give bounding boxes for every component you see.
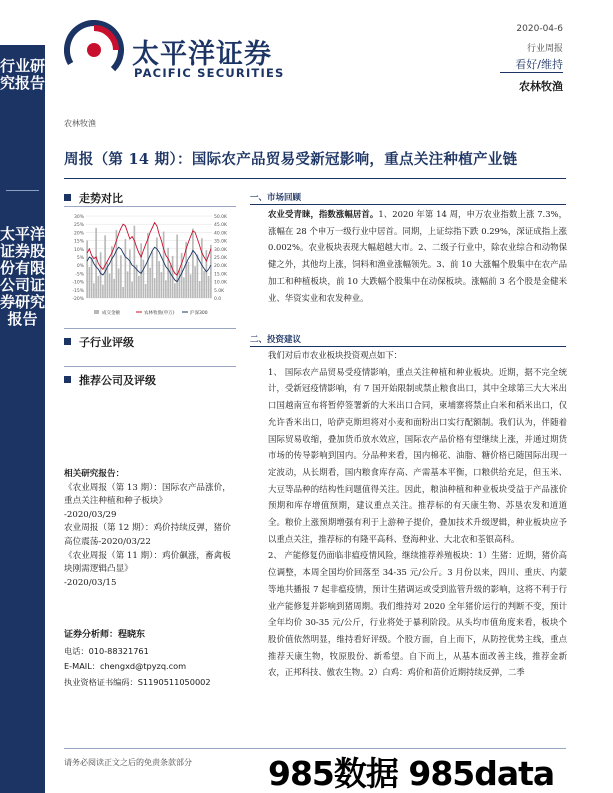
picks-rule [64,366,236,367]
brand-name-en: PACIFIC SECURITIES [134,66,285,80]
related-item: 农业周报（第 12 期）：鸡价持续反弹，猪价高位震荡-2020/03/22 [64,523,231,547]
y-right-tick-label: 0.0 [214,297,222,302]
volume-bar [156,237,158,298]
volume-bar [147,233,149,298]
volume-bar [210,245,212,298]
volume-bar [161,272,163,298]
section-bullet-icon [64,338,71,345]
volume-bar [109,274,111,298]
investment-advice-heading: 二、投资建议 [250,335,302,345]
volume-bar [145,284,147,298]
y-left-tick-label: 15% [73,239,84,245]
volume-bar [163,232,165,298]
report-type: 行业周报 [526,44,563,54]
y-left-tick-label: 25% [73,223,84,229]
volume-bar [113,279,115,298]
legend-swatch [94,310,99,314]
volume-bar [140,243,142,298]
volume-bar [199,281,201,298]
volume-bar [192,229,194,298]
section-bullet-icon [64,376,71,383]
y-left-tick-label: 30% [73,215,84,220]
volume-bar [165,280,167,298]
volume-bar [158,261,160,298]
analyst-email: E-MAIL：chengxd@tpyzq.com [64,661,187,671]
volume-bar [143,260,145,298]
title-rule [64,178,566,179]
watermark: 985数据 985data [268,754,555,793]
sidebar-company-label: 太平洋证券股份有限公司证券研究报告 [0,225,46,328]
analyst-heading: 证券分析师：程晓东 [64,630,146,640]
y-right-tick-label: 35.0K [214,239,227,245]
industry-sector: 农林牧渔 [519,80,563,93]
volume-bar [125,239,127,298]
advice-paragraph-1: 1、 国际农产品贸易受疫情影响，重点关注种植和种业板块。近期，据不完全统计，受新冠疫情影响，有 7 国开始限制或禁止粮食出口，其中全球第三大大米出口国越南宣布将暂停签署新的大米出口合同，柬埔寨将禁止白米和稻米出口，仅允许香米出口，哈萨克斯坦将对小麦和面粉出口实行配额制。我们认为，伴随着国际贸易收缩，叠加货币放水效应，国际农产品价格有望继续上涨，并通过期货市场的传导影响到国内。分品种来看，国内棉花、油脂、糖价格已随国际出现一定波动，从长期看，国内粮食库存高、产需基本平衡，口粮供给充足，但玉米、大豆等品种的结构性问题值得关注。因此，粮油种植和种业板块受益于产品涨价预期和库存增值预期，建议重点关注。推荐标的有天康生物、苏垦农发和道道全。粮价上涨预期增强有利于上游种子提价，叠加技术升级逻辑，种业板块应予以重点关注，推荐标的有隆平高科、登海种业、大北农和荃银高科。 [268,366,567,544]
y-right-tick-label: 40.0K [214,231,227,237]
volume-bar [170,266,172,298]
y-left-tick-label: 0% [76,264,84,270]
y-right-tick-label: 20.0K [214,264,227,270]
volume-bar [179,270,181,298]
y-right-tick-label: 45.0K [214,223,227,229]
volume-bar [134,226,136,298]
volume-bar [188,262,190,298]
market-review-body: 农业受青睐，指数涨幅居首。1、2020 年第 14 周，申万农业指数上涨 7.3%，涨幅在 28 个申万一级行业中居首。同期，上证综指下跌 0.29%，深证成指上涨 0.002%。农业板块表现大幅超越大市。2、二级子行业中，除农业综合和动物保健之外，其他均上涨，饲料和渔业涨幅领先。3、前 10 大涨幅个股集中在农产品加工和种植板块，前 10 大跌幅个股集中在动保板块。涨幅前 3 名个股是金健米业、华资实业和农发种业。 [268,209,567,303]
footer-disclaimer: 请务必阅读正文之后的免责条款部分 [64,758,192,767]
volume-bar [100,252,102,298]
volume-bar [120,255,122,298]
volume-bar [138,276,140,298]
section-bullet-icon [64,194,71,201]
market-review-heading: 一、市场回顾 [250,193,302,203]
related-reports [64,468,236,590]
sector-tag: 农林牧渔 [64,119,96,128]
legend-label: 成交金额 [102,311,120,316]
volume-bar [167,248,169,298]
trend-heading: 走势对比 [64,190,123,206]
trend-chart [64,210,236,320]
y-right-tick-label: 50.0K [214,215,227,220]
advice-paragraph-2: 2、 产能修复仍面临非瘟疫情风险，继续推荐养殖板块：1）生猪：近期，猪价高位调整，本周全国均价回落至 34-35 元/公斤。3 月份以来，四川、重庆、内蒙等地共播报 7 起非瘟疫情，预计生猪调运或受到监管升级的影响，这将不利于行业产能修复并影响到猪周期。我们维持对 2020 全年猪价运行的判断不变，预计全年均价 30-35 元/公斤，行业将处于暴利阶段。从头均市值角度来看，板块个股价值依然明显，维持看好评级。个股方面，自上而下，从防控优势主线，重点推荐天康生物，牧原股份、新希望。自下而上，从基本面改善主线，推荐金新农，正邦科技、傲农生物。2）白鸡：鸡价和苗价近期持续反弹，二季 [268,550,567,678]
market-review-lead: 农业受青睐，指数涨幅居首。 [268,209,379,219]
volume-bar [183,277,185,298]
report-date: 2020-04-6 [516,24,563,34]
y-right-tick-label: 5.0K [214,288,225,294]
volume-bar [201,238,203,298]
volume-bar [118,268,120,298]
sub-rating-rule [64,328,236,329]
volume-bar [152,252,154,298]
sidebar-band [0,45,45,793]
related-item: -2020/03/29 [64,509,117,520]
volume-bar [86,240,88,298]
y-left-tick-label: -5% [75,272,84,278]
volume-bar [208,276,210,298]
volume-bar [122,287,124,298]
sidebar-divider [6,190,39,191]
volume-bar [190,274,192,298]
y-left-tick-label: 5% [76,256,84,261]
analyst-license: 执业资格证书编码：S1190511050002 [64,676,211,687]
sub-rating-heading: 子行业评级 [64,334,134,350]
volume-bar [174,283,176,298]
y-left-tick-label: -15% [72,288,84,294]
sidebar-report-category: 行业研究报告 [0,57,46,92]
volume-bar [154,278,156,298]
y-right-tick-label: 15.0K [214,272,227,278]
market-review-rule [250,204,566,205]
trend-rule [64,206,236,207]
y-right-tick-label: 30.0K [214,247,227,253]
pacific-securities-logo-icon [64,20,124,80]
analyst-info [64,628,236,690]
brand-name-cn: 太平洋证券 [132,39,272,70]
related-item: -2020/03/15 [64,577,117,588]
volume-bar [93,283,95,298]
legend-label: 沪深300 [190,311,208,316]
report-title: 周报（第 14 期）：国际农产品贸易受新冠影响，重点关注种植产业链 [64,151,518,168]
volume-bar [194,266,196,298]
advice-intro: 我们对后市农业板块投资观点如下： [268,350,402,360]
related-item: 《农业周报（第 11 期）：鸡价飙涨，畜禽板块刚需逻辑凸显》 [64,550,231,575]
volume-bar [102,285,104,298]
analyst-phone: 电话：010-88321761 [64,645,149,656]
volume-bar [91,257,93,298]
volume-bar [203,271,205,298]
volume-bar [206,250,208,298]
volume-bar [98,276,100,298]
volume-bar [197,254,199,298]
volume-bar [127,271,129,298]
related-item: 《农业周报（第 13 期）：国际农产品涨价，重点关注种植和种子板块》 [64,482,231,507]
volume-bar [176,235,178,298]
volume-bar [129,249,131,298]
picks-heading: 推荐公司及评级 [64,372,156,388]
y-right-tick-label: 10.0K [214,280,227,286]
volume-bar [181,253,183,298]
y-left-tick-label: -10% [72,280,84,286]
legend-label: 农林牧渔(申万) [144,311,175,316]
related-heading: 相关研究报告： [64,469,125,479]
y-left-tick-label: 20% [73,231,84,237]
industry-rating: 看好/维持 [515,58,563,71]
volume-bar [89,267,91,298]
volume-bar [131,282,133,298]
investment-advice-body [268,347,567,681]
y-right-tick-label: 25.0K [214,256,227,261]
volume-bar [95,228,97,298]
header-rating-rule [500,72,563,73]
y-left-tick-label: -20% [72,297,84,302]
volume-bar [149,268,151,298]
y-left-tick-label: 10% [73,247,84,253]
